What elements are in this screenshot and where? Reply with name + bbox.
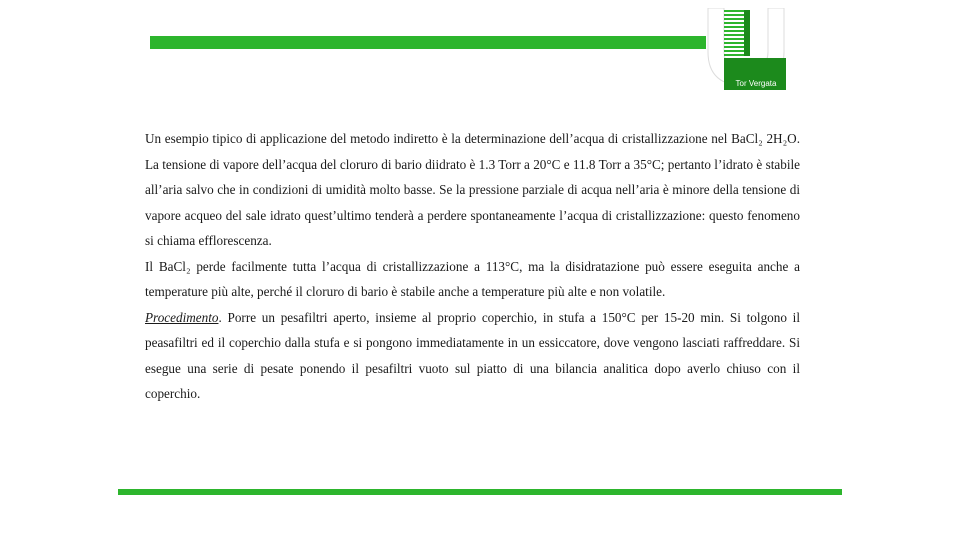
procedure-text: . Porre un pesafiltri aperto, insieme al proprio coperchio, in stufa a 150°C per 15-20 min. Si tolgono il peasafiltri ed il coperchio dalla stufa e si pongono immediatamente in un essiccatore, dove vengono lasciati raffreddare. Si esegue una serie di pesate ponendo il pesafiltri vuoto sul piatto di una bilancia analitica dopo averlo chiuso con il coperchio. [145,309,800,401]
university-logo [706,8,786,90]
logo-caption: Tor Vergata [735,79,777,88]
paragraph-intro: Un esempio tipico di applicazione del metodo indiretto è la determinazione dell’acqua di cristallizzazione nel BaCl₂ 2H₂O. La tensione di vapore dell’acqua del cloruro di bario diidrato è 1.3 Torr a 20°C e 11.8 Torr a 35°C; pertanto l’idrato è stabile all’aria salvo che in condizioni di umidità molto basse. Se la pressione parziale di acqua nell’aria è minore della tensione di vapore acqueo del sale idrato quest’ultimo tenderà a perdere spontaneamente l’acqua di cristallizzazione: questo fenomeno si chiama efflorescenza. [145,131,800,248]
procedure-label: Procedimento [145,309,219,325]
paragraph-procedure [145,305,800,407]
footer-green-bar [118,489,842,495]
document-body [145,126,800,407]
paragraph-dehydration: Il BaCl₂ perde facilmente tutta l’acqua di cristallizzazione a 113°C, ma la disidratazione può essere eseguita anche a temperature più alte, perché il cloruro di bario è stabile anche a temperature più alte e non volatile. [145,258,800,299]
header-green-bar [150,36,710,49]
